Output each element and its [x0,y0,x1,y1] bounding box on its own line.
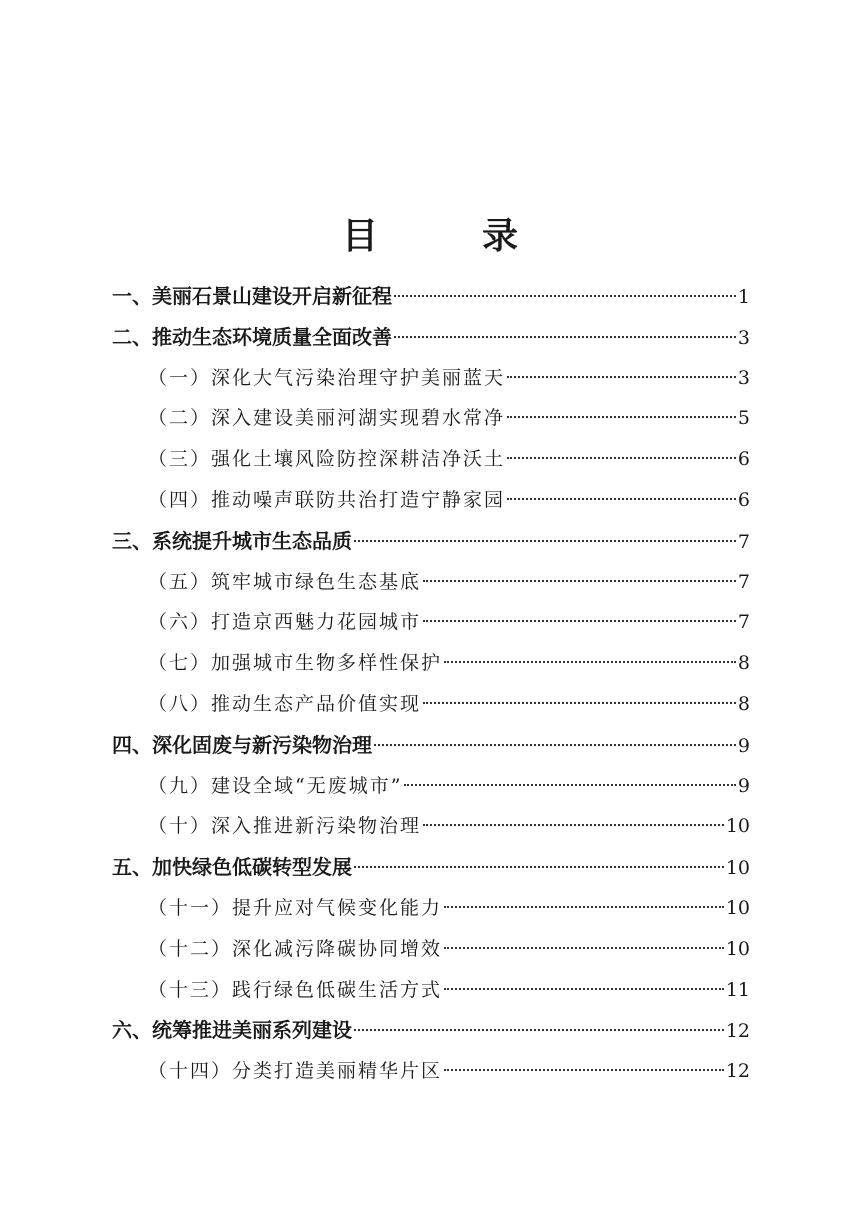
dot-leader [423,824,724,826]
toc-entry-label: （四）推动噪声联防共治打造宁静家园 [148,489,506,511]
toc-entry-label: （九）建设全域“无废城市” [148,774,403,797]
toc-section-entry[interactable] [112,1010,750,1050]
toc-page-number: 12 [725,1020,750,1043]
page-title: 目 录 [341,216,552,257]
toc-subsection-entry[interactable] [148,1051,750,1091]
toc-page-number: 6 [737,489,750,511]
toc-entry-label: （八）推动生态产品价值实现 [148,693,422,715]
toc-subsection-entry[interactable] [148,480,750,520]
toc-subsection-entry[interactable] [148,643,750,683]
toc-page-number: 9 [737,774,750,797]
toc-entry-label: （十二）深化减污降碳协同增效 [148,937,443,960]
toc-subsection-entry[interactable] [148,888,750,928]
toc-page-number: 10 [725,857,750,880]
toc-subsection-entry[interactable] [148,929,750,969]
toc-subsection-entry[interactable] [148,970,750,1010]
toc-entry-label: （一）深化大气污染治理守护美丽蓝天 [148,366,506,389]
toc-entry-label: （五）筑牢城市绿色生态基底 [148,570,422,593]
toc-section-entry[interactable] [112,521,750,561]
toc-subsection-entry[interactable] [148,439,750,479]
toc-section-entry[interactable] [112,725,750,765]
dot-leader [444,1069,724,1071]
toc-entry-label: （二）深入建设美丽河湖实现碧水常净 [148,407,506,430]
dot-leader [374,744,736,746]
toc-entry-label: （十四）分类打造美丽精华片区 [148,1060,443,1083]
toc-subsection-entry[interactable] [148,684,750,724]
toc-entry-label: （七）加强城市生物多样性保护 [148,652,443,675]
dot-leader [507,376,736,378]
dot-leader [394,336,736,338]
toc-page-number: 10 [725,897,750,919]
toc-page-number: 8 [737,652,750,675]
toc-section-entry[interactable] [112,317,750,357]
toc-page-number: 9 [737,734,750,757]
dot-leader [444,661,736,663]
dot-leader [423,620,736,622]
toc-page-number: 7 [737,530,750,553]
dot-leader [394,295,736,297]
toc-page-number: 1 [737,286,750,308]
dot-leader [404,784,735,786]
toc-entry-label: 六、统筹推进美丽系列建设 [112,1018,352,1043]
toc-page-number: 7 [737,611,750,634]
toc-subsection-entry[interactable] [148,358,750,398]
toc-entry-label: 一、美丽石景山建设开启新征程 [112,284,392,308]
dot-leader [507,498,736,500]
toc-page-number: 6 [737,448,750,471]
dot-leader [444,906,724,908]
dot-leader [444,988,724,990]
toc-subsection-entry[interactable] [148,398,750,438]
toc-entry-label: （六）打造京西魅力花园城市 [148,611,422,634]
toc-page-number: 12 [725,1060,750,1083]
toc-section-entry[interactable] [112,276,750,316]
toc-entry-label: （十三）践行绿色低碳生活方式 [148,978,443,1001]
dot-leader [507,457,736,459]
toc-section-entry[interactable] [112,847,750,887]
toc-page-number: 3 [737,326,750,349]
toc-subsection-entry[interactable] [148,602,750,642]
toc-page-number: 11 [725,978,750,1001]
toc-entry-label: （三）强化土壤风险防控深耕洁净沃土 [148,448,506,471]
toc-subsection-entry[interactable] [148,806,750,846]
toc-page-number: 5 [737,407,750,430]
dot-leader [354,540,736,542]
toc-entry-label: 四、深化固废与新污染物治理 [112,732,372,757]
toc-page-number: 8 [737,693,750,715]
dot-leader [444,947,724,949]
toc-entry-label: （十）深入推进新污染物治理 [148,815,422,838]
toc-subsection-entry[interactable] [148,766,750,806]
dot-leader [507,416,736,418]
toc-entry-label: 五、加快绿色低碳转型发展 [112,855,352,880]
toc-page-number: 3 [737,366,750,389]
dot-leader [354,866,724,868]
toc-subsection-entry[interactable] [148,562,750,602]
toc-entry-label: （十一）提升应对气候变化能力 [148,897,443,919]
dot-leader [423,580,736,582]
toc-entry-label: 二、推动生态环境质量全面改善 [112,324,392,349]
dot-leader [354,1029,724,1031]
dot-leader [423,702,736,704]
toc-page-number: 7 [737,570,750,593]
toc-entry-label: 三、系统提升城市生态品质 [112,528,352,553]
toc-page-number: 10 [725,815,750,838]
toc-page-number: 10 [725,937,750,960]
